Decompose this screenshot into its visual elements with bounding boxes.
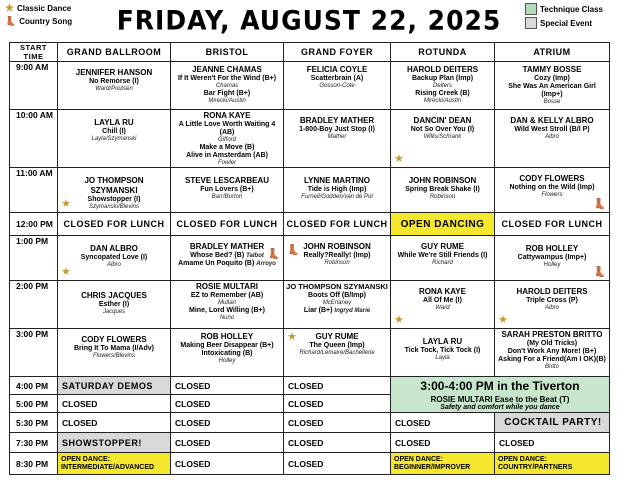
tiverton-session-cell: [391, 377, 610, 413]
row-12pm: [10, 213, 610, 236]
instructor: STEVE LESCARBEAU: [184, 176, 269, 185]
dance: Tick Tock, Tick Tock (I): [404, 347, 481, 354]
choreographer: Richard: [432, 260, 453, 266]
dance: Spring Break Shake (I): [405, 186, 480, 193]
session-cell: [495, 281, 610, 329]
open-dance-level: COUNTRY/PARTNERS: [498, 463, 573, 471]
dance: Not So Over You (I): [410, 126, 475, 133]
choreographer: Chamas: [215, 83, 239, 89]
session-cell: [58, 281, 171, 329]
cocktail-party-cell: COCKTAIL PARTY!: [495, 413, 610, 433]
session-cell: [171, 168, 284, 213]
time-cell: 9:00 AM: [10, 62, 58, 110]
session-cell: [495, 168, 610, 213]
choreographer: Gosson-Cote: [319, 83, 355, 89]
row-530pm: [10, 413, 610, 433]
instructor: DAN ALBRO: [90, 244, 138, 253]
closed-cell: CLOSED: [171, 395, 284, 413]
instructor: DAN & KELLY ALBRO: [510, 116, 594, 125]
instructor: TAMMY BOSSE: [522, 65, 582, 74]
dance: Mine, Lord Willing (B+): [189, 307, 265, 314]
closed-cell: CLOSED: [58, 395, 171, 413]
open-dance-label: OPEN DANCE:: [498, 455, 548, 463]
dance: Intoxicating (B): [201, 350, 253, 357]
dance: Chill (I): [102, 128, 126, 135]
instructor: HAROLD DEITERS: [516, 287, 588, 296]
header-bristol: BRISTOL: [171, 43, 284, 62]
closed-cell: CLOSED: [284, 453, 391, 475]
dance: Making Beer Disappear (B+): [180, 342, 274, 349]
boot-icon: 👢: [5, 16, 17, 26]
instructor: ROSIE MULTARI: [196, 282, 258, 291]
dance: Showstopper (I): [87, 196, 141, 203]
row-730pm: [10, 433, 610, 453]
tiverton-session: ROSIE MULTARI Ease to the Beat (T): [430, 395, 570, 404]
boot-icon: 👢: [267, 249, 280, 260]
session-cell: [284, 236, 391, 281]
choreographer: Arroyo: [256, 261, 276, 267]
time-cell: 5:00 PM: [10, 395, 58, 413]
session-cell: [284, 281, 391, 329]
choreographer: Richard/Lemaire/Bachellerie: [299, 350, 375, 356]
choreographer: Talbot: [246, 253, 264, 259]
time-cell: 5:30 PM: [10, 413, 58, 433]
saturday-demos-cell: SATURDAY DEMOS: [58, 377, 171, 395]
lunch-cell: CLOSED FOR LUNCH: [171, 213, 284, 236]
dance: Nothing on the Wild (Imp): [509, 184, 595, 191]
dance: Tide is High (Imp): [307, 186, 367, 193]
lunch-cell: CLOSED FOR LUNCH: [495, 213, 610, 236]
choreographer: Robinson: [429, 194, 456, 200]
tiverton-title: 3:00-4:00 PM in the Tiverton: [420, 379, 580, 393]
closed-cell: CLOSED: [58, 413, 171, 433]
choreographer: Albro: [106, 262, 121, 268]
closed-cell: CLOSED: [171, 433, 284, 453]
closed-cell: CLOSED: [284, 395, 391, 413]
legend-special-label: Special Event: [540, 18, 593, 28]
instructor: HAROLD DEITERS: [406, 65, 479, 74]
choreographer: Holley: [218, 358, 236, 364]
star-icon: ★: [498, 314, 508, 326]
time-cell: 1:00 PM: [10, 236, 58, 281]
instructor: GUY RUME: [315, 332, 359, 341]
dance: The Queen (Imp): [309, 342, 365, 349]
dance: Esther (I): [98, 301, 130, 308]
choreographer: Jacques: [102, 309, 126, 315]
dance-title: Amame Un Poquito (B): [178, 260, 255, 267]
dance: All Of Me (I): [423, 297, 462, 304]
choreographer: Flowers/Blevins: [92, 353, 135, 359]
instructor: BRADLEY MATHER: [189, 242, 265, 251]
time-cell: 7:30 PM: [10, 433, 58, 453]
star-icon: ★: [394, 153, 404, 165]
choreographer: Layla/Szymanski: [91, 136, 137, 142]
choreographer: Nuno: [219, 315, 235, 321]
session-cell: [495, 236, 610, 281]
star-icon: ★: [61, 266, 71, 278]
row-11am: [10, 168, 610, 213]
time-cell: 11:00 AM: [10, 168, 58, 213]
instructor: CHRIS JACQUES: [81, 291, 147, 300]
header-grand-foyer: GRAND FOYER: [284, 43, 391, 62]
row-4pm: [10, 377, 610, 395]
session-cell: [391, 281, 495, 329]
choreographer: Willis/Schrank: [423, 134, 462, 140]
dance: She Was An American Girl: [508, 83, 596, 90]
choreographer: Bosse: [543, 99, 561, 105]
choreographer: Albro: [544, 134, 559, 140]
choreographer: McEnaney: [322, 300, 352, 306]
closed-cell: CLOSED: [284, 377, 391, 395]
session-cell: [171, 329, 284, 377]
header-atrium: ATRIUM: [495, 43, 610, 62]
session-cell: [171, 62, 284, 110]
row-830pm: [10, 453, 610, 475]
showstopper-cell: SHOWSTOPPER!: [58, 433, 171, 453]
instructor: BRADLEY MATHER: [299, 116, 375, 125]
choreographer: Mirecki/Austin: [423, 98, 462, 104]
session-cell: [58, 168, 171, 213]
time-cell: 4:00 PM: [10, 377, 58, 395]
time-cell: 2:00 PM: [10, 281, 58, 329]
session-cell: [171, 110, 284, 168]
session-cell: [171, 281, 284, 329]
row-1pm: [10, 236, 610, 281]
closed-cell: CLOSED: [171, 453, 284, 475]
open-dance-cell: [495, 453, 610, 475]
choreographer: Multari: [217, 300, 236, 306]
session-cell: [284, 168, 391, 213]
choreographer: Flowers: [541, 192, 563, 198]
session-cell: [58, 110, 171, 168]
lunch-cell: CLOSED FOR LUNCH: [58, 213, 171, 236]
instructor: JOHN ROBINSON: [303, 242, 371, 251]
choreographer: Holley: [543, 262, 561, 268]
dance: Rising Creek (B): [415, 90, 470, 97]
choreographer: Mather: [327, 134, 347, 140]
closed-cell: CLOSED: [495, 433, 610, 453]
header-grand-ballroom: GRAND BALLROOM: [58, 43, 171, 62]
star-icon: ★: [61, 198, 71, 210]
star-icon: ★: [287, 331, 297, 343]
instructor: ROB HOLLEY: [200, 332, 254, 341]
choreographer: Deiters: [432, 83, 452, 89]
dance: [173, 260, 281, 268]
dance: EZ to Remember (AB): [190, 292, 264, 299]
instructor: CODY FLOWERS: [519, 174, 585, 183]
tiverton-note: Safety and comfort while you dance: [440, 404, 560, 411]
star-icon: ★: [394, 314, 404, 326]
dance-title: Liar (B+): [303, 307, 333, 314]
dance: Fun Lovers (B+): [200, 186, 254, 193]
time-cell: 12:00 PM: [10, 213, 58, 236]
dance: Bar Fight (B+): [203, 90, 251, 97]
instructor: LAYLA RU: [94, 118, 134, 127]
dance: Scatterbrain (A): [310, 75, 364, 82]
session-cell: [391, 329, 495, 377]
header-start-time: START TIME: [10, 43, 58, 62]
dance: [173, 249, 281, 260]
instructor: FELICIA COYLE: [306, 65, 368, 74]
choreographer: Gifford: [217, 137, 236, 143]
choreographer: Britto: [544, 364, 559, 370]
dance: (My Old Tricks): [526, 340, 578, 347]
header-rotunda: ROTUNDA: [391, 43, 495, 62]
dance: Cozy (Imp): [534, 75, 570, 82]
session-cell: [58, 236, 171, 281]
session-cell: [284, 62, 391, 110]
legend-country-label: Country Song: [19, 17, 73, 26]
time-cell: 10:00 AM: [10, 110, 58, 168]
closed-cell: CLOSED: [171, 413, 284, 433]
legend-classic-label: Classic Dance: [16, 4, 72, 13]
open-dance-level: BEGINNER/IMPROVER: [394, 463, 471, 471]
star-icon: ★: [5, 3, 14, 14]
session-cell: [495, 329, 610, 377]
instructor: RONA KAYE: [419, 287, 466, 296]
dance: Boots Off (B/Imp): [308, 292, 366, 299]
open-dance-cell: [391, 453, 495, 475]
page-title: FRIDAY, AUGUST 22, 2025: [116, 5, 502, 36]
open-dance-label: OPEN DANCE:: [394, 455, 444, 463]
instructor: LYNNE MARTINO: [304, 176, 370, 185]
choreographer: Fowler: [217, 160, 236, 166]
dance: Alive in Amsterdam (AB): [186, 152, 268, 159]
closed-cell: CLOSED: [391, 433, 495, 453]
dance: Bring It To Mama (I/Adv): [74, 345, 154, 352]
instructor: JENNIFER HANSON: [75, 68, 153, 77]
dance: [286, 307, 388, 315]
dance: Backup Plan (Imp): [411, 75, 474, 82]
session-cell: [391, 62, 495, 110]
row-3pm: [10, 329, 610, 377]
closed-cell: CLOSED: [284, 433, 391, 453]
choreographer: Layla: [435, 355, 450, 361]
dance: While We're Still Friends (I): [397, 252, 488, 259]
time-cell: 3:00 PM: [10, 329, 58, 377]
dance: Cattywampus (Imp+): [517, 254, 587, 261]
session-cell: [391, 236, 495, 281]
session-cell: [58, 329, 171, 377]
instructor: JEANNE CHAMAS: [192, 65, 262, 74]
session-cell: [391, 168, 495, 213]
dance: Don't Work Any More! (B+): [507, 348, 597, 355]
instructor: JOHN ROBINSON: [408, 176, 477, 185]
dance-title: Whose Bed? (B): [190, 252, 245, 259]
choreographer: Ward: [435, 305, 450, 311]
instructor: DANCIN' DEAN: [413, 116, 472, 125]
closed-cell: CLOSED: [284, 413, 391, 433]
session-cell: [284, 329, 391, 377]
dance: Asking For a Friend(Am I OK)(B): [498, 356, 606, 363]
session-cell: [495, 62, 610, 110]
time-cell: 8:30 PM: [10, 453, 58, 475]
choreographer: Albro: [544, 305, 559, 311]
choreographer: Ingryd Marie: [334, 308, 371, 314]
instructor: GUY RUME: [421, 242, 464, 251]
dance: Wild West Stroll (B/I P): [514, 126, 590, 133]
row-10am: [10, 110, 610, 168]
open-dancing-cell: OPEN DANCING: [391, 213, 495, 236]
instructor: RONA KAYE: [203, 111, 251, 120]
dance: Triple Cross (P): [526, 297, 578, 304]
dance: A Little Love Worth Waiting 4 (AB): [178, 121, 276, 136]
boot-icon: 👢: [593, 267, 606, 278]
dance: Make a Move (B): [199, 144, 255, 151]
open-dance-level: INTERMEDIATE/ADVANCED: [61, 463, 155, 471]
session-cell: [171, 236, 284, 281]
instructor: JO THOMPSON SZYMANSKI: [84, 176, 144, 195]
closed-cell: CLOSED: [391, 413, 495, 433]
session-cell: [391, 110, 495, 168]
boot-icon: 👢: [593, 199, 606, 210]
session-cell: [58, 62, 171, 110]
instructor: ROB HOLLEY: [525, 244, 579, 253]
legend-technique-label: Technique Class: [540, 4, 603, 14]
choreographer: Furnell/Godden/van de Pol: [301, 194, 373, 200]
dance: If It Weren't For the Wind (B+): [177, 75, 277, 82]
closed-cell: CLOSED: [171, 377, 284, 395]
dance: No Remorse (I): [89, 78, 139, 85]
open-dance-cell: [58, 453, 171, 475]
boot-icon: 👢: [287, 245, 300, 256]
row-9am: [10, 62, 610, 110]
dance: (Imp+): [541, 91, 563, 98]
lunch-cell: CLOSED FOR LUNCH: [284, 213, 391, 236]
choreographer: Mirecki/Austin: [208, 98, 246, 104]
session-cell: [284, 110, 391, 168]
instructor: LAYLA RU: [422, 337, 463, 346]
choreographer: Barr/Burton: [211, 194, 243, 200]
dance: 1-800-Boy Just Stop (I): [299, 126, 375, 133]
choreographer: Ward/Poulsen: [95, 86, 133, 92]
dance: Syncopated Love (I): [80, 254, 148, 261]
dance: Really?Really! (Imp): [303, 252, 371, 259]
instructor: JO THOMPSON SZYMANSKI: [286, 282, 388, 291]
instructor: CODY FLOWERS: [81, 335, 147, 344]
open-dance-label: OPEN DANCE:: [61, 455, 111, 463]
schedule-table: [9, 42, 610, 475]
header-row: [10, 43, 610, 62]
choreographer: Robinson: [324, 260, 350, 266]
session-cell: [495, 110, 610, 168]
row-2pm: [10, 281, 610, 329]
choreographer: Szymanski/Blevins: [88, 204, 139, 210]
instructor: SARAH PRESTON BRITTO: [501, 330, 603, 339]
